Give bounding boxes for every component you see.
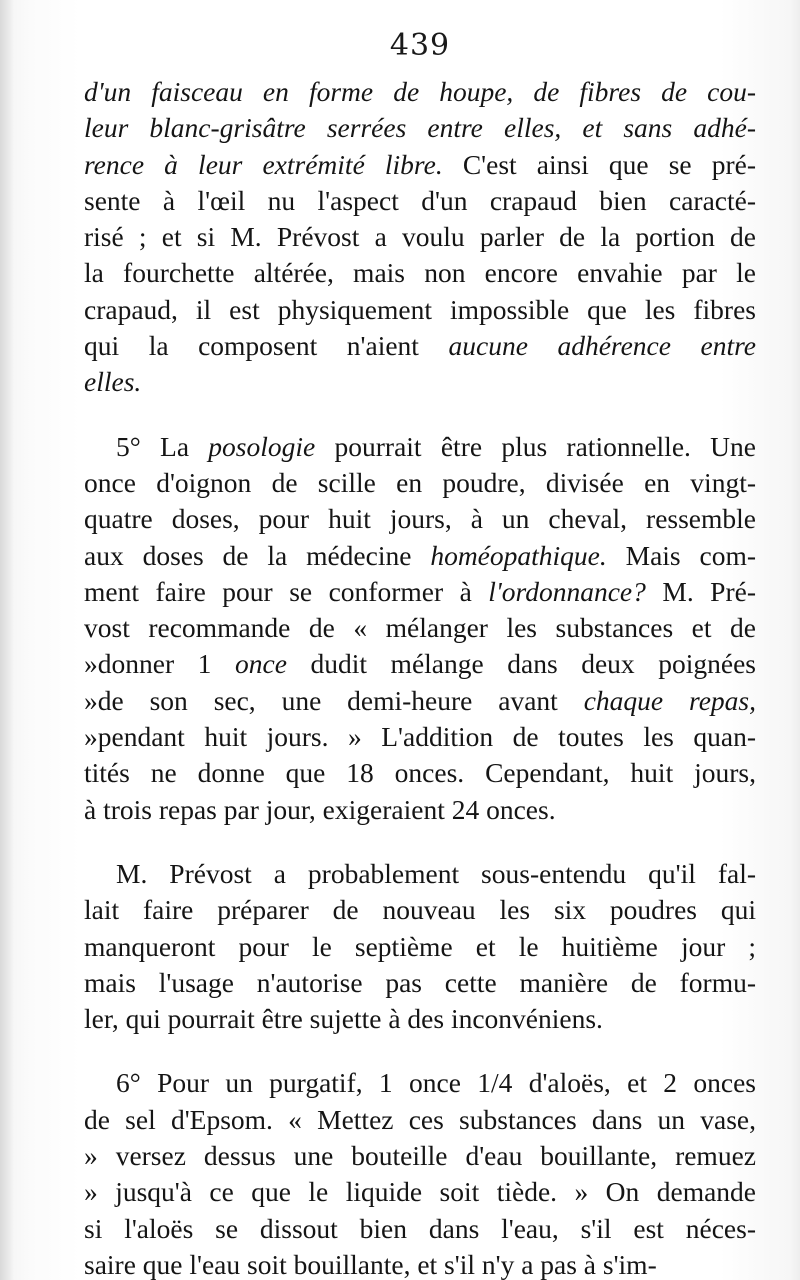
paragraph-1 [84, 74, 756, 401]
text-run: à trois repas par jour, exigeraient 24 onces. [84, 793, 556, 825]
text-run: lait faire préparer de nouveau les six poudres qui [84, 894, 756, 926]
italic-text: posologie [208, 430, 316, 462]
text-line [84, 792, 756, 828]
text-run: 5° La [116, 430, 209, 462]
text-run: »pendant huit jours. » L'addition de toutes les quan- [84, 721, 756, 753]
text-line [84, 1065, 756, 1101]
italic-text: leur blanc-grisâtre serrées entre elles, et sans adhé- [84, 112, 756, 144]
text-line [84, 110, 756, 146]
text-line [84, 1247, 756, 1280]
page-number: 439 [389, 28, 451, 63]
text-run: pourrait être plus rationnelle. Une [315, 430, 756, 462]
text-run: crapaud, il est physiquement impossible que les fibres [84, 293, 756, 325]
text-run: vost recommande de « mélanger les substances et de [84, 612, 756, 644]
text-run: si l'aloës se dissout bien dans l'eau, s'il est néces- [84, 1212, 756, 1244]
page-edge-shadow [0, 0, 14, 1280]
text-line [84, 646, 756, 682]
text-run: qui la composent n'aient [84, 330, 449, 362]
text-line [84, 328, 756, 364]
text-line [84, 719, 756, 755]
text-line [84, 574, 756, 610]
text-run: » jusqu'à ce que le liquide soit tiède. » On demande [84, 1176, 756, 1208]
text-line [84, 429, 756, 465]
text-line [84, 856, 756, 892]
text-run: risé ; et si M. Prévost a voulu parler de la portion de [84, 221, 756, 253]
italic-text: homéopathique. [430, 539, 607, 571]
text-line [84, 255, 756, 291]
text-run: once d'oignon de scille en poudre, divisée en vingt- [84, 466, 756, 498]
paragraph-2 [84, 429, 756, 828]
text-line [84, 74, 756, 110]
text-line [84, 538, 756, 574]
italic-text: once [234, 648, 287, 680]
text-run: ment faire pour se conformer à [84, 575, 489, 607]
text-run: dudit mélange dans deux poignées [286, 648, 756, 680]
text-run: sente à l'œil nu l'aspect d'un crapaud bien caracté- [84, 184, 756, 216]
text-line [84, 364, 756, 400]
italic-text: d'un faisceau en forme de houpe, de fibres de cou- [84, 76, 756, 107]
text-line [84, 292, 756, 328]
italic-text: chaque repas, [583, 684, 756, 716]
text-line [84, 892, 756, 928]
text-line [84, 501, 756, 537]
text-run: tités ne donne que 18 onces. Cependant, huit jours, [84, 757, 756, 789]
paragraph-4 [84, 1065, 756, 1280]
text-run: »donner 1 [84, 648, 235, 680]
italic-text: rence à leur extrémité libre. [84, 148, 443, 180]
text-line [84, 147, 756, 183]
text-run: aux doses de la médecine [84, 539, 431, 571]
text-line [84, 610, 756, 646]
text-run: 6° Pour un purgatif, 1 once 1/4 d'aloës, et 2 onces [116, 1067, 756, 1099]
text-run: ler, qui pourrait être sujette à des inconvéniens. [84, 1003, 603, 1035]
text-run: M. Pré- [645, 575, 756, 607]
text-run: »de son sec, une demi-heure avant [84, 684, 584, 716]
text-line [84, 1102, 756, 1138]
text-line [84, 755, 756, 791]
italic-text: l'ordonnance? [488, 575, 646, 607]
text-run: saire que l'eau soit bouillante, et s'il n'y a pas à s'im- [84, 1248, 657, 1280]
text-run: C'est ainsi que se pré- [442, 148, 756, 180]
text-run: manqueront pour le septième et le huitième jour ; [84, 930, 756, 962]
italic-text: aucune adhérence entre [448, 330, 757, 362]
text-line [84, 183, 756, 219]
text-line [84, 1001, 756, 1037]
text-run: quatre doses, pour huit jours, à un cheval, ressemble [84, 503, 756, 535]
text-line [84, 219, 756, 255]
text-line [84, 1211, 756, 1247]
text-run: M. Prévost a probablement sous-entendu qu'il fal- [116, 857, 756, 889]
text-line [84, 1174, 756, 1210]
text-run: de sel d'Epsom. « Mettez ces substances dans un vase, [84, 1103, 756, 1135]
text-line [84, 1138, 756, 1174]
text-line [84, 965, 756, 1001]
text-line [84, 683, 756, 719]
body-text [84, 74, 756, 1280]
text-run: » versez dessus une bouteille d'eau bouillante, remuez [84, 1140, 756, 1172]
italic-text: elles. [84, 366, 142, 398]
text-run: Mais com- [606, 539, 756, 571]
text-run: mais l'usage n'autorise pas cette manière de formu- [84, 966, 756, 998]
text-line [84, 929, 756, 965]
text-line [84, 465, 756, 501]
text-run: la fourchette altérée, mais non encore envahie par le [84, 257, 756, 289]
paragraph-3 [84, 856, 756, 1037]
